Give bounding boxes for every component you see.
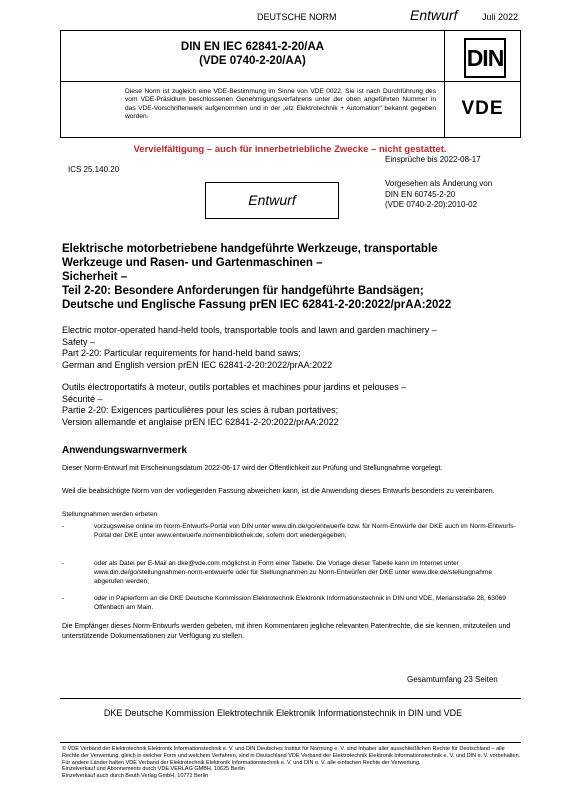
replaces-line: (VDE 0740-2-20):2010-02 <box>385 200 478 209</box>
list-item <box>62 560 522 590</box>
replaces-info <box>385 179 492 211</box>
sales-info: Einzelverkauf und Abonnements durch VDE VERLAG GMBH, 10625 Berlin <box>62 766 245 773</box>
title-line: Deutsche und Englische Fassung prEN IEC 62841-2-20:2022/prAA:2022 <box>62 299 452 311</box>
title-line: Electric motor-operated hand-held tools, transportable tools and lawn and garden machinery – <box>62 325 437 335</box>
total-pages: Gesamtumfang 23 Seiten <box>407 675 498 684</box>
divider <box>60 742 521 743</box>
paragraph: Weil die beabsichtigte Norm von der vorliegenden Fassung abweichen kann, ist die Anwendung dieses Entwurfs besonders zu vereinbaren. <box>62 488 495 495</box>
din-logo: DIN <box>464 38 506 78</box>
list-item-text: vorzugsweise online im Norm-Entwurfs-Portal von DIN unter www.din.de/go/entwuerfe bzw. für Norm-Entwürfe der DKE auch im Norm-Entwurfs-Portal der DKE unter www.entwuerfe.normenbibliothek.de, sofern dort wiedergegeben; <box>94 523 516 539</box>
list-item-text: oder als Datei per E-Mail an dke@vde.com möglichst in Form einer Tabelle. Die Vorlage dieser Tabelle kann im Internet unter www.din.de/go/stellungnahmen-norm-entwuerfe oder für Stellungnahmen zu Norm-Entwürfen der DKE unter www.dke.de/stellungnahme abgerufen werden; <box>94 560 493 585</box>
paragraph: Die Empfänger dieses Norm-Entwurfs werden gebeten, mit ihren Kommentaren jegliche relevanten Patentrechte, die sie kennen, mitzuteilen und unterstützende Dokumentationen zur Verfügung zu stellen. <box>62 623 511 640</box>
title-line: Part 2-20: Particular requirements for hand-held band saws; <box>62 348 301 358</box>
list-item-text: oder in Papierform an die DKE Deutsche Kommission Elektrotechnik Elektronik Informationstechnik in DIN und VDE, Merianstraße 28, 63069 Offenbach am Main. <box>94 595 506 611</box>
paragraph: Dieser Norm-Entwurf mit Erscheinungsdatum 2022-06-17 wird der Öffentlichkeit zur Prüfung und Stellungnahme vorgelegt. <box>62 465 443 472</box>
title-line: Sécurité – <box>62 393 103 404</box>
title-line: Werkzeuge und Rasen- und Gartenmaschinen – <box>62 257 323 269</box>
reproduction-warning: Vervielfältigung – auch für innerbetriebliche Zwecke – nicht gestattet. <box>133 144 447 155</box>
list-dash: - <box>62 560 65 567</box>
german-title <box>62 242 522 312</box>
objection-deadline: Einsprüche bis 2022-08-17 <box>385 155 481 164</box>
ics-code: ICS 25.140.20 <box>68 165 120 174</box>
draft-stamp-box: Entwurf <box>205 182 339 219</box>
copyright-text: © VDE Verband der Elektrotechnik Elektronik Informationstechnik e. V. und DIN Deutsches Institut für Normung e. V. sind Inhaber aller ausschließlichen Rechte für Deutschland – alle Rechte der Verwertung, gleich in welcher Form und welchem Verfahren, sind in Deutschland VDE Verband der Elektrotechnik Elektronik Informationstechnik e. V. und DIN e. V. vorbehalten. Für andere Länder halten VDE Verband der Elektrotechnik Elektronik Informationstechnik e. V. und DIN e. V. alle einfachen Rechte der Verwertung. <box>62 746 521 766</box>
title-line: Elektrische motorbetriebene handgeführte Werkzeuge, transportable <box>62 243 438 255</box>
title-line: German and English version prEN IEC 62841-2-20:2022/prAA:2022 <box>62 359 333 370</box>
title-line: Version allemande et anglaise prEN IEC 62841-2-20:2022/prAA:2022 <box>62 416 339 427</box>
title-line: Outils électroportatifs à moteur, outils portables et machines pour jardins et pelouses – <box>62 382 407 392</box>
list-item <box>62 523 522 553</box>
replaces-line: DIN EN 60745-2-20 <box>385 189 456 199</box>
replaces-line: Vorgesehen als Änderung von <box>385 179 493 188</box>
divider <box>60 698 521 699</box>
din-logo-box <box>444 30 521 82</box>
norm-type-label: DEUTSCHE NORM <box>257 12 337 22</box>
issue-date: Juli 2022 <box>482 12 519 22</box>
vde-statement: Diese Norm ist zugleich eine VDE-Bestimmung im Sinne von VDE 0022. Sie ist nach Durchführung des vom VDE-Präsidium beschlossenen Genehmigungsverfahrens unter der oben angeführten Nummer in das VDE-Vorschriftenwerk aufgenommen und in der „etz Elektrotechnik + Automation" bekannt gegeben worden. <box>60 82 444 138</box>
title-line: Partie 2-20: Exigences particulières pour les scies à ruban portatives; <box>62 405 339 415</box>
french-title <box>62 382 522 428</box>
application-warning-heading: Anwendungswarnvermerk <box>62 445 188 456</box>
list-item <box>62 595 522 615</box>
vde-logo: VDE <box>444 82 521 138</box>
english-title <box>62 325 522 371</box>
vde-classification: (VDE 0740-2-20/AA) <box>199 55 306 67</box>
list-dash: - <box>62 595 65 602</box>
list-dash: - <box>62 523 65 530</box>
draft-stamp-header: Entwurf <box>410 7 458 23</box>
copyright-footer <box>62 746 522 780</box>
title-line: Sicherheit – <box>62 271 128 283</box>
paragraph: Stellungnahmen werden erbeten <box>62 511 158 518</box>
standard-number: DIN EN IEC 62841-2-20/AA <box>180 41 325 53</box>
sales-info: Einzelverkauf auch durch Beuth Verlag GmbH, 10772 Berlin <box>62 773 209 780</box>
title-line: Teil 2-20: Besondere Anforderungen für handgeführte Bandsägen; <box>62 285 424 297</box>
title-line: Safety – <box>62 336 96 347</box>
dke-line: DKE Deutsche Kommission Elektrotechnik Elektronik Informationstechnik in DIN und VDE <box>103 708 463 718</box>
standard-number-box <box>60 30 444 82</box>
